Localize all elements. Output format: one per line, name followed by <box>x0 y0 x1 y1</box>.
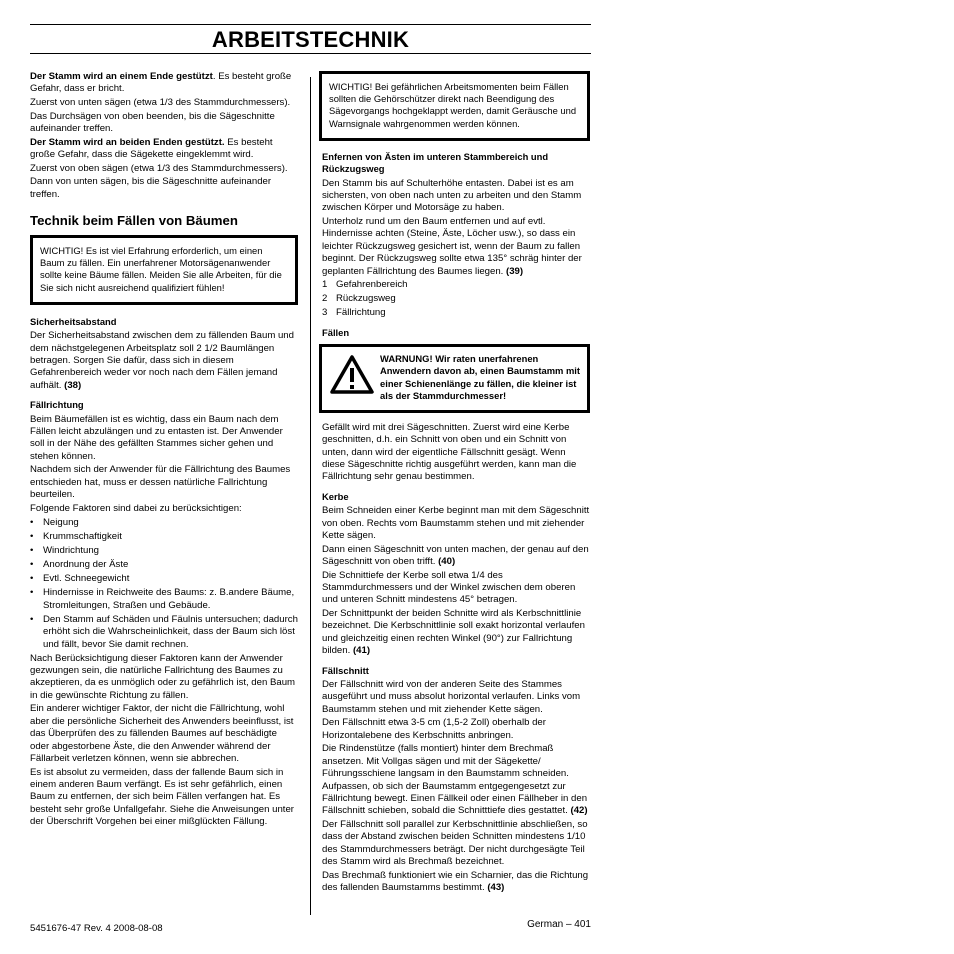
header-bottom-rule <box>30 53 591 54</box>
figure-reference: (40) <box>438 555 456 567</box>
list-item-text: Den Stamm auf Schäden und Fäulnis untersuchen; dadurch erhöht sich die Wahrscheinlichkeit, dass der Baum sich löst und fällt, bevor Sie damit rechnen. <box>43 613 298 650</box>
bullet: • <box>30 531 34 543</box>
figure-reference: (42) <box>570 805 588 817</box>
paragraph-bold-lead: Der Stamm wird an beiden Enden gestützt. <box>30 136 225 148</box>
paragraph: Gefällt wird mit drei Sägeschnitten. Zuerst wird eine Kerbe geschnitten, d.h. ein Schnitt von oben und ein Schnitt von unten, dann wird der eigentliche Fällschnitt gesägt. Wenn diese Sägeschnitte richtig ausgeführt werden, kann man die Fällrichtung sehr genau bestimmen. <box>322 421 577 483</box>
paragraph <box>322 216 590 278</box>
paragraph-text: Der Sicherheitsabstand zwischen dem zu fällenden Baum und dem nächstgelegenen Arbeitsplatz soll 2 1/2 Baumlängen betragen. Sorgen Sie dafür, dass sich in diesem Gefahrenbereich weder vor noch nach dem Fällen jemand aufhält. <box>30 330 294 391</box>
list-item <box>30 559 298 571</box>
paragraph-text: Unterholz rund um den Baum entfernen und auf evtl. Hindernisse achten (Steine, Äste, Löcher usw.), so dass ein leichter Rückzugsweg gesichert ist, wenn der Baum zu fallen beginnt. Der Rückzugsweg sollte etwa 135° schräg hinter der geplanten Fällrichtung des Baumes liegen. <box>322 216 582 277</box>
list-number: 2 <box>322 293 328 305</box>
warning-triangle-icon <box>326 353 378 394</box>
paragraph: Das Durchsägen von oben beenden, bis die Sägeschnitte aufeinander treffen. <box>30 110 275 134</box>
subheading-felling-direction: Fällrichtung <box>30 399 84 411</box>
list-item <box>30 573 298 585</box>
list-item <box>30 517 298 529</box>
paragraph <box>30 137 298 162</box>
paragraph: Die Schnittiefe der Kerbe soll etwa 1/4 des Stammdurchmessers und der Winkel zwischen dem oberen und unteren Schnitt mindestens 45° betragen. <box>322 569 576 606</box>
list-item <box>322 279 590 291</box>
list-item-text: Rückzugsweg <box>336 293 396 305</box>
subheading-felling: Fällen <box>322 326 350 338</box>
paragraph: Der Fällschnitt soll parallel zur Kerbschnittlinie abschließen, so dass der Abstand zwischen beiden Schnitten mindestens 1/10 des Stammdurchmessers beträgt. Der nicht durchgesägte Teil des Stamm wird als Brechmaß bezeichnet. <box>322 819 588 868</box>
list-number: 3 <box>322 307 328 319</box>
figure-legend-list <box>322 279 590 319</box>
figure-reference: (43) <box>487 882 505 894</box>
paragraph-text: Das Brechmaß funktioniert wie ein Scharnier, das die Richtung des fallenden Baumstamms bestimmt. <box>322 869 589 894</box>
paragraph: Beim Schneiden einer Kerbe beginnt man mit dem Sägeschnitt von oben. Rechts vom Baumstamm stehen und mit ziehender Kette sägen. <box>322 505 590 541</box>
factor-list <box>30 517 298 651</box>
list-number: 1 <box>322 279 328 291</box>
list-item <box>30 545 298 557</box>
paragraph-text: Die Rindenstütze (falls montiert) hinter dem Brechmaß ansetzen. Mit Vollgas sägen und mit der Sägekette/ Führungsschiene langsam in den Baumstamm schneiden. Aufpassen, ob sich der Baumstamm entgegengesetzt zur Fällrichtung bewegt. Einen Fällkeil oder einen Fällheber in den Fällschnitt schieben, sobald die Schnitttiefe dies gestattet. <box>322 743 588 817</box>
list-item-text: Hindernisse in Reichweite des Baums: z. B.andere Bäume, Stromleitungen, Straßen und Gebäude. <box>43 587 295 611</box>
figure-reference: (38) <box>64 379 82 391</box>
paragraph: Nachdem sich der Anwender für die Fällrichtung des Baumes entschieden hat, muss er dessen natürliche Fallrichtung beurteilen. <box>30 464 291 501</box>
bullet: • <box>30 545 34 557</box>
list-item-text: Krummschaftigkeit <box>43 531 122 543</box>
subheading-safety-distance: Sicherheitsabstand <box>30 315 117 327</box>
paragraph-text: Dann einen Sägeschnitt von unten machen, der genau auf den Sägeschnitt von oben trifft. <box>322 543 589 567</box>
important-note-box: WICHTIG! Bei gefährlichen Arbeitsmomenten beim Fällen sollten die Gehörschützer direkt nach Beendigung des Sägevorgangs hochgeklappt werden, damit Geräusche und Warnsignale wahrgenommen werden können. <box>319 71 590 141</box>
paragraph: Zuerst von unten sägen (etwa 1/3 des Stammdurchmessers). <box>30 97 291 108</box>
list-item <box>322 293 590 305</box>
right-column <box>322 71 590 896</box>
subheading-felling-cut: Fällschnitt <box>322 664 369 676</box>
warning-box <box>319 344 590 413</box>
paragraph: Der Fällschnitt wird von der anderen Seite des Stammes ausgeführt und muss absolut horizontal verlaufen. Links vom Baumstamm stehen und mit ziehender Kette sägen. <box>322 678 581 715</box>
paragraph: Dann von unten sägen, bis die Sägeschnitte aufeinander treffen. <box>30 176 272 200</box>
document-id: 5451676-47 Rev. 4 2008-08-08 <box>30 923 163 934</box>
list-item <box>30 531 298 543</box>
paragraph: Den Stamm bis auf Schulterhöhe entasten. Dabei ist es am sichersten, von oben nach unten zu arbeiten und den Stamm zwischen Körper und Motorsäge zu haben. <box>322 177 582 214</box>
paragraph: Es ist absolut zu vermeiden, dass der fallende Baum sich in einem anderen Baum verfängt. Es ist sehr gefährlich, einen Baum zu entfernen, der sich beim Fällen verfangen hat. Es besteht sehr große Unfallgefahr. Siehe die Anweisungen unter der Überschrift Vorgehen bei einer mißglückten Fällung. <box>30 766 295 828</box>
important-note-box: WICHTIG! Es ist viel Erfahrung erforderlich, um einen Baum zu fällen. Ein unerfahrener Motorsägenanwender sollte keine Bäume fällen. Meiden Sie alle Arbeiten, für die Sie sich nicht ausreichend qualifiziert fühlen! <box>30 235 298 305</box>
paragraph <box>322 870 590 895</box>
bullet: • <box>30 517 34 529</box>
paragraph: Zuerst von oben sägen (etwa 1/3 des Stammdurchmessers). <box>30 162 288 174</box>
paragraph: Den Fällschnitt etwa 3-5 cm (1,5-2 Zoll) oberhalb der Horizontalebene des Kerbschnitts anbringen. <box>322 717 546 741</box>
list-item-text: Windrichtung <box>43 545 99 557</box>
paragraph-bold-lead: Der Stamm wird an einem Ende gestützt <box>30 71 213 82</box>
column-divider <box>310 77 311 915</box>
page-number: German – 401 <box>527 919 591 930</box>
list-item-text: Gefahrenbereich <box>336 279 408 291</box>
paragraph: Folgende Faktoren sind dabei zu berücksichtigen: <box>30 502 242 514</box>
paragraph: Beim Bäumefällen ist es wichtig, dass ein Baum nach dem Fällen leicht abzulängen und zu entasten ist. Der Anwender soll in der Nähe des gefällten Stammes sicher gehen und stehen können. <box>30 413 283 462</box>
page-title: ARBEITSTECHNIK <box>211 27 410 52</box>
paragraph: Ein anderer wichtiger Faktor, der nicht die Fällrichtung, wohl aber die persönliche Sicherheit des Anwenders beeinflusst, ist das Überprüfen des zu fällenden Baumes auf beschädigte oder abgestorbene Äste, die den Anwender während der Fällarbeit verletzen können, wenn sie abbrechen. <box>30 703 294 764</box>
warning-text: WARNUNG! Wir raten unerfahrenen Anwendern davon ab, einen Baumstamm mit einer Schienenlänge zu fällen, die kleiner ist als der Stammdurchmesser! <box>380 353 581 402</box>
paragraph-text: Der Schnittpunkt der beiden Schnitte wird als Kerbschnittlinie bezeichnet. Die Kerbschnittlinie soll exakt horizontal verlaufen und gleichzeitig einen rechten Winkel (90°) zur Fallrichtung bilden. <box>322 607 585 657</box>
bullet: • <box>30 587 34 599</box>
paragraph <box>322 608 590 658</box>
bullet: • <box>30 613 34 625</box>
paragraph-text: Es besteht große Gefahr, dass die Sägekette eingeklemmt wird. <box>30 136 273 160</box>
figure-reference: (41) <box>352 645 371 657</box>
subheading-notch: Kerbe <box>322 490 349 502</box>
left-column <box>30 71 298 830</box>
section-title: Technik beim Fällen von Bäumen <box>30 213 238 228</box>
paragraph <box>30 71 298 96</box>
list-item <box>30 587 298 612</box>
list-item-text: Fällrichtung <box>336 307 386 319</box>
list-item <box>30 614 298 651</box>
header-top-rule <box>30 24 591 25</box>
paragraph <box>322 544 590 569</box>
bullet: • <box>30 573 34 585</box>
list-item-text: Anordnung der Äste <box>43 559 129 571</box>
paragraph <box>30 330 298 392</box>
list-item <box>322 307 590 319</box>
figure-reference: (39) <box>506 265 524 277</box>
paragraph <box>322 743 590 817</box>
paragraph: Nach Berücksichtigung dieser Faktoren kann der Anwender gezwungen sein, die natürliche Fallrichtung des Baumes zu akzeptieren, da es unmöglich oder zu gefährlich ist, den Baum in die gewünschte Richtung zu fällen. <box>30 652 296 701</box>
subheading-branch-removal: Enfernen von Ästen im unteren Stammbereich und Rückzugsweg <box>322 150 549 175</box>
list-item-text: Evtl. Schneegewicht <box>43 573 130 585</box>
list-item-text: Neigung <box>43 517 79 529</box>
paragraph-text: . Es besteht große Gefahr, dass er bricht. <box>30 71 292 95</box>
bullet: • <box>30 559 34 571</box>
